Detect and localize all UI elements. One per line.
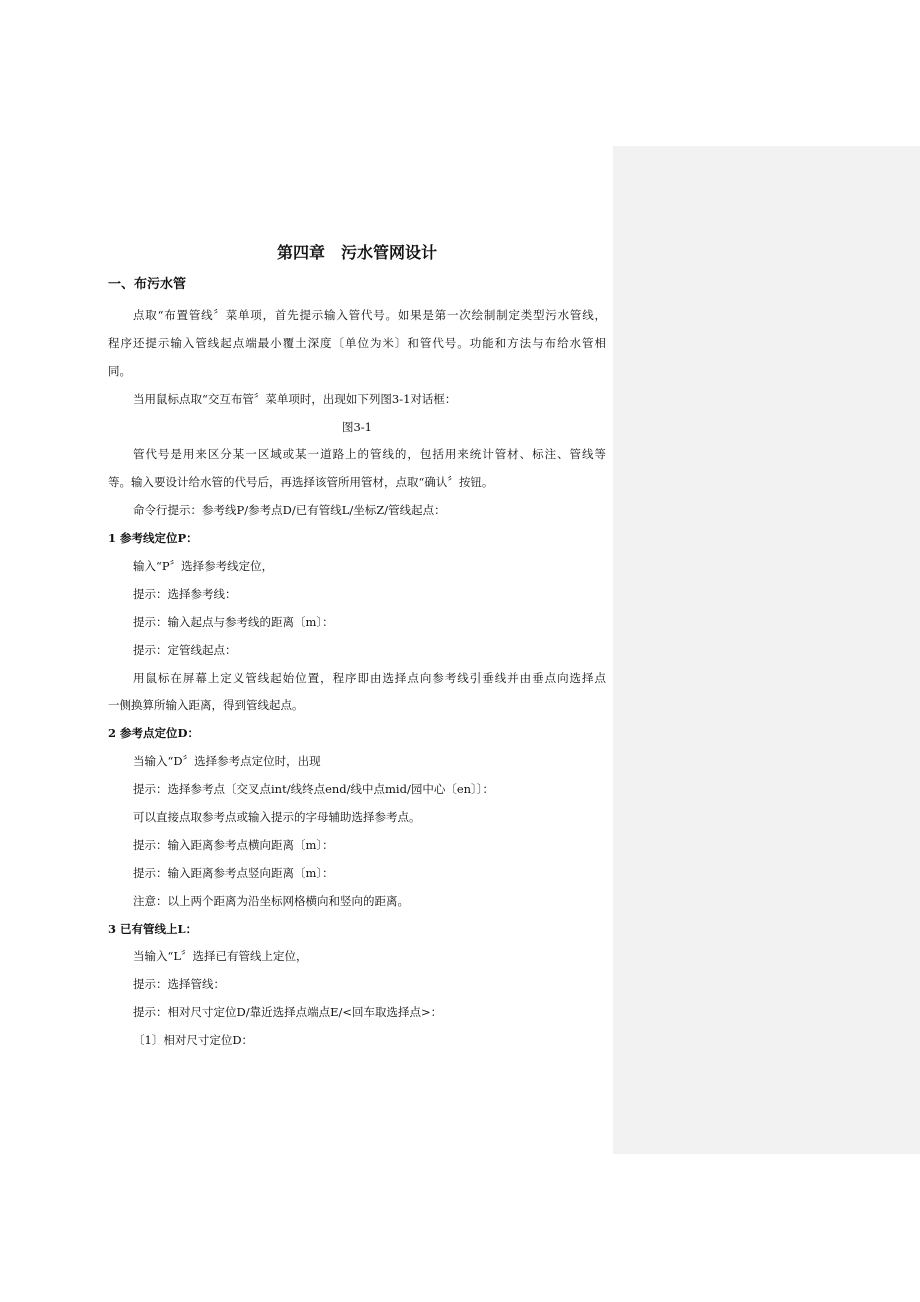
text-line: 提示：定管线起点： xyxy=(133,642,237,657)
text-line: 当输入“L〞选择已有管线上定位， xyxy=(133,949,308,964)
text-line: 提示：选择参考线： xyxy=(133,586,237,601)
text-line: 提示：选择管线： xyxy=(133,977,225,992)
text-line: 图3-1 xyxy=(341,419,373,434)
text-line: 命令行提示：参考线P/参考点D/已有管线L/坐标Z/管线起点： xyxy=(133,503,446,518)
comment-pane xyxy=(613,146,920,1154)
text-line: 当用鼠标点取“交互布管〞菜单项时，出现如下列图3-1对话框： xyxy=(133,391,457,406)
text-line: 点取“布置管线〞菜单项，首先提示输入管代号。如果是第一次绘制制定类型污水管线， xyxy=(133,308,606,322)
text-line: 〔1〕相对尺寸定位D： xyxy=(133,1033,254,1048)
subsection-heading: 3 已有管线上L： xyxy=(108,921,198,936)
text-line: 提示：输入距离参考点竖向距离〔m〕： xyxy=(133,865,334,880)
text-line: 注意：以上两个距离为沿坐标网格横向和竖向的距离。 xyxy=(133,893,409,908)
text-line: 提示：选择参考点〔交叉点int/线终点end/线中点mid/园中心〔en〕〕： xyxy=(133,782,495,797)
text-line: 提示：输入起点与参考线的距离〔m〕： xyxy=(133,614,334,629)
text-line: 提示：输入距离参考点横向距离〔m〕： xyxy=(133,837,334,852)
text-line: 可以直接点取参考点或输入提示的字母辅助选择参考点。 xyxy=(133,810,421,825)
body-text xyxy=(108,302,606,1055)
chapter-title: 第四章 污水管网设计 xyxy=(276,243,437,262)
text-line: 一侧换算所输入距离，得到管线起点。 xyxy=(108,698,304,713)
subsection-heading: 1 参考线定位P： xyxy=(108,531,198,546)
text-line: 同。 xyxy=(108,363,131,378)
section-heading: 一、布污水管 xyxy=(108,277,187,292)
text-line: 程序还提示输入管线起点端最小覆土深度〔单位为米〕和管代号。功能和方法与布给水管相 xyxy=(108,335,606,350)
text-line: 管代号是用来区分某一区域或某一道路上的管线的，包括用来统计管材、标注、管线等 xyxy=(133,447,606,462)
text-line: 当输入“D〞选择参考点定位时，出现 xyxy=(133,754,321,769)
text-line: 用鼠标在屏幕上定义管线起始位置，程序即由选择点向参考线引垂线并由垂点向选择点 xyxy=(133,670,606,685)
text-line: 输入“P〞选择参考线定位， xyxy=(133,559,274,574)
subsection-heading: 2 参考点定位D： xyxy=(108,726,199,741)
text-line: 等。输入要设计给水管的代号后，再选择该管所用管材，点取“确认〞按钮。 xyxy=(108,475,494,490)
text-line: 提示：相对尺寸定位D/靠近选择点端点E/<回车取选择点>： xyxy=(133,1005,443,1020)
